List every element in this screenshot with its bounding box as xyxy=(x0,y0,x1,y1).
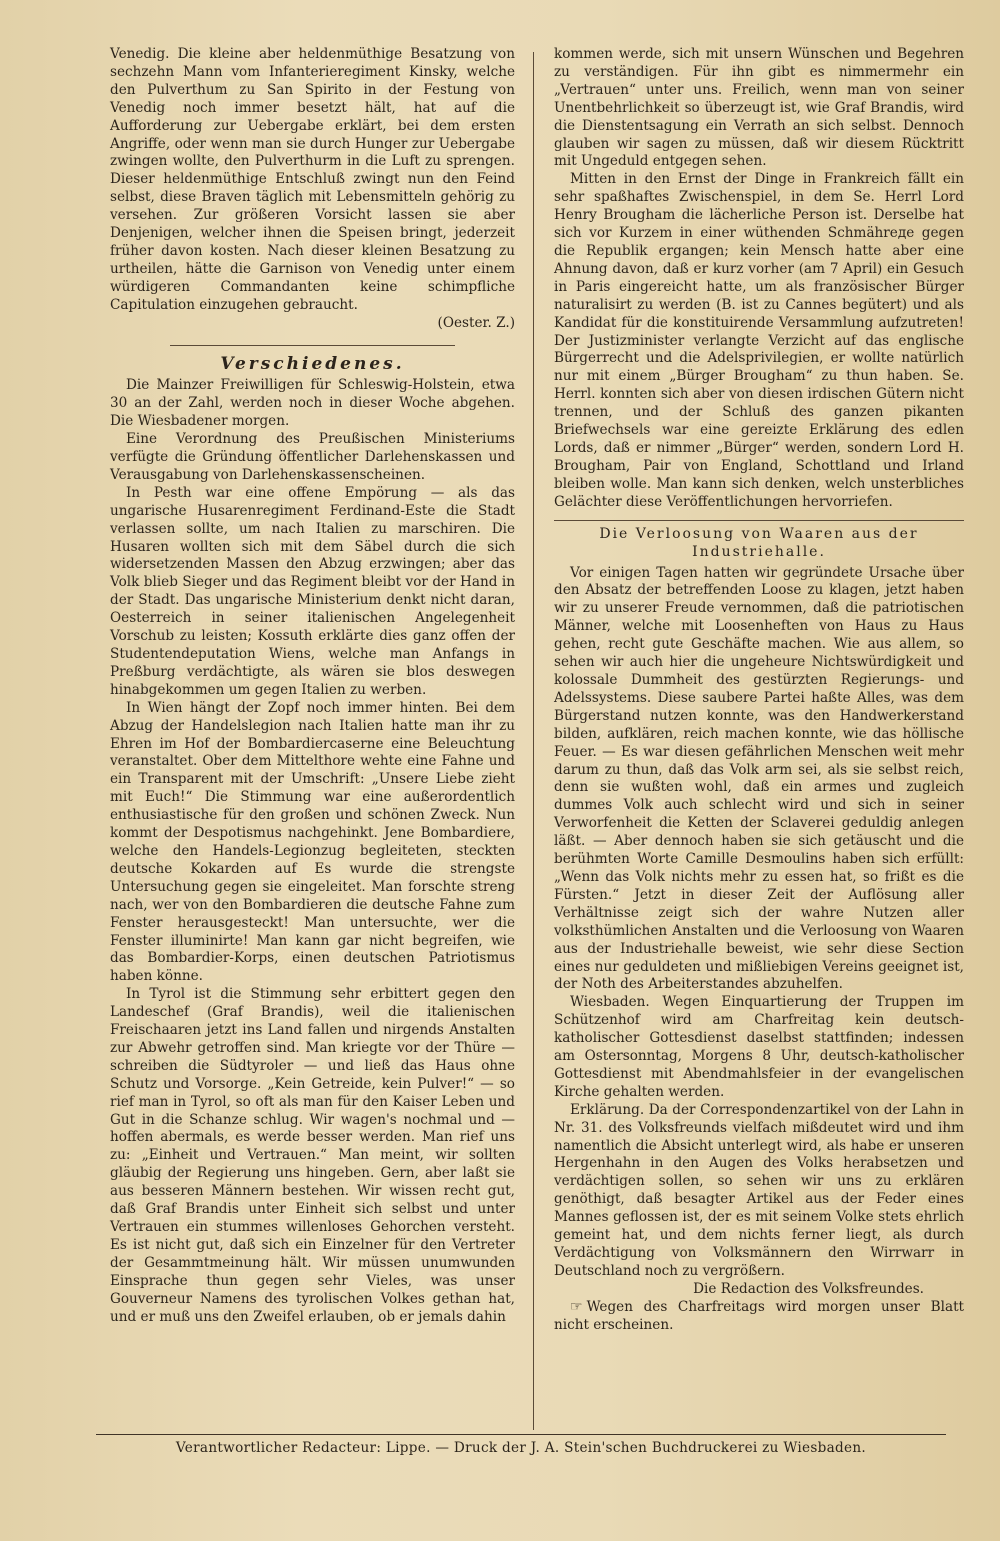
article-verloosung: Vor einigen Tagen hatten wir gegründete Ursache über den Absatz der betreffenden Loose zu klagen, jetzt haben wir zu unserer Freude vernommen, daß die patriotischen Männer, welche mit Loosenheften von Haus zu Haus gehen, recht gute Geschäfte machen. Wie aus allem, so sehen wir auch hier die ungeheure Nichtswürdigkeit und kolossale Dummheit des gestürzten Regierungs- und Adelssystems. Diese saubere Partei haßte Alles, was dem Bürgerstand nutzen konnte, was den Handwerkerstand bilden, aufklären, reich machen konnte, wie das höllische Feuer. — Es war diesen gefährlichen Menschen weit mehr darum zu thun, daß das Volk arm sei, als sie selbst reich, denn sie wußten wohl, daß ein armes und zugleich dummes Volk auch schlecht wird und sich in seiner Verworfenheit die Ketten der Sclaverei geduldig anlegen läßt. — Aber dennoch haben sie sich getäuscht und die berühmten Worte Camille Desmoulins haben sich erfüllt: „Wenn das Volk nichts mehr zu essen hat, so frißt es die Fürsten.“ Jetzt in dieser Zeit der Auflösung aller Verhältnisse zeigt sich der wahre Nutzen aller volksthümlichen Anstalten und die Verloosung von Waaren aus der Industriehalle beweist, wie sehr diese Section eines nur geduldeten und mißliebigen Vereins geeignet ist, der Noth des Arbeiterstandes abzuhelfen. xyxy=(554,564,964,993)
redaction-signature: Die Redaction des Volksfreundes. xyxy=(693,1280,924,1297)
footer-rule xyxy=(96,1434,946,1435)
notice-charfreitag xyxy=(554,1299,964,1335)
article-tyrol-continued: kommen werde, sich mit unsern Wünschen und Begehren zu verständigen. Für ihn gibt es nimmermehr ein „Vertrauen“ unter uns. Freilich, wenn man von seiner Unentbehrlichkeit so überzeugt ist, wie Graf Brandis, wird die Dienstentsagung ein Verrath an sich selbst. Dennoch glauben wir sagen zu müssen, daß wir diesem Rücktritt mit Ungeduld entgegen sehen. xyxy=(554,46,964,170)
article-tyrol: In Tyrol ist die Stimmung sehr erbittert gegen den Landeschef (Graf Brandis), weil die italienischen Freischaaren jetzt ins Land fallen und nirgends Anstalten zur Abwehr getroffen sind. Man kriegte vor der Thüre — schreiben die Südtyroler — und ließ das Haus ohne Schutz und Vorsorge. „Kein Getreide, kein Pulver!“ — so rief man in Tyrol, so oft als man für den Kaiser Leben und Gut in die Schanze schlug. Wir wagen's nochmal und — hoffen abermals, es werde besser werden. Man rief uns zu: „Einheit und Vertrauen.“ Man meint, wir sollten gläubig der Regierung uns hingeben. Gern, aber laßt sie aus besseren Männern bestehen. Wir wissen recht gut, daß Graf Brandis unter Einheit sich selbst und unter Vertrauen ein stummes willenloses Gehorchen versteht. Es ist nicht gut, daß sich ein Einzelner für den Vertreter der Gesammtmeinung hält. Wir müssen unumwunden Einsprache thun gegen sehr Vieles, was unser Gouverneur Namens des tyrolischen Volkes gethan hat, und er muß uns den Zweifel erlauben, ob er jemals dahin xyxy=(110,986,515,1325)
right-column xyxy=(554,46,964,1335)
article-venedig-source-line xyxy=(110,315,515,333)
article-divider xyxy=(554,520,964,521)
article-verordnung: Eine Verordnung des Preußischen Ministeriums verfügte die Gründung öffentlicher Darlehenskassen und Verausgabung von Darlehenskassenscheinen. xyxy=(110,431,515,483)
notice-text: Wegen des Charfreitags wird morgen unser Blatt nicht erscheinen. xyxy=(554,1298,964,1333)
section-divider xyxy=(170,345,455,346)
left-column xyxy=(110,46,515,1326)
imprint-line: Verantwortlicher Redacteur: Lippe. — Druck der J. A. Stein'schen Buchdruckerei zu Wiesbaden. xyxy=(175,1440,867,1456)
section-heading-verschiedenes: Verschiedenes. xyxy=(220,353,405,374)
article-wien: In Wien hängt der Zopf noch immer hinten. Bei dem Abzug der Handelslegion nach Italien hatte man ihr zu Ehren im Hof der Bombardiercaserne eine Beleuchtung veranstaltet. Ober dem Mittelthore wehte eine Fahne und ein Transparent mit der Umschrift: „Unsere Liebe zieht mit Euch!“ Die Stimmung war eine außerordentlich enthusiastische für den großen und schönen Zweck. Nun kommt der Despotismus nachgehinkt. Jene Bombardiere, welche den Handels-Legionzug begleiteten, steckten deutsche Kokarden auf Es wurde die strengste Untersuchung gegen sie eingeleitet. Man forschte streng nach, wer von den Bombardieren die deutsche Fahne zum Fenster herausgesteckt! Man untersuchte, wer die Fenster illuminirte! Man kann gar nicht begreifen, wie das Bombardier-Korps, einen deutschen Patriotismus haben könne. xyxy=(110,699,515,985)
source-citation: (Oester. Z.) xyxy=(437,314,515,331)
article-pesth: In Pesth war eine offene Empörung — als das ungarische Husarenregiment Ferdinand-Este die Stadt verlassen sollte, um nach Italien zu marschiren. Die Husaren wollten sich mit dem Säbel durch die sich widersetzenden Massen den Abzug erzwingen; aber das Volk blieb Sieger und das Regiment bleibt vor der Hand in der Stadt. Das ungarische Ministerium denkt nicht daran, Oesterreich in seiner italienischen Angelegenheit Vorschub zu leisten; Kossuth erklärte dies ganz offen der Studentendeputation Wiens, welche man Anfangs in Preßburg verdächtigte, als wären sie blos deswegen hinabgekommen um gegen Italien zu werben. xyxy=(110,484,515,698)
article-mainz: Die Mainzer Freiwilligen für Schleswig-Holstein, etwa 30 an der Zahl, werden noch in dieser Woche abgehen. Die Wiesbadener morgen. xyxy=(110,377,515,430)
article-wiesbaden: Wiesbaden. Wegen Einquartierung der Truppen im Schützenhof wird am Charfreitag kein deutsch-katholischer Gottesdienst daselbst stattfinden; indessen am Ostersonntag, Morgens 8 Uhr, deutsch-katholischer Gottesdienst mit Abendmahlsfeier in der evangelischen Kirche gehalten werden. xyxy=(554,994,964,1100)
column-rule xyxy=(533,52,534,1430)
pointing-hand-icon: ☞ xyxy=(570,1298,583,1315)
article-erklaerung: Erklärung. Da der Correspondenzartikel von der Lahn in Nr. 31. des Volksfreunds vielfach mißdeutet wird und ihm namentlich die Absicht unterlegt wird, als habe er unseren Hergenhahn in den Augen des Volks herabsetzen und verdächtigen sollen, so sehen wir uns zu erklären genöthigt, daß besagter Artikel aus der Feder eines Mannes geflossen ist, der es mit seinem Volke stets ehrlich gemeint hat, und dem nichts ferner liegt, als durch Verdächtigung von Volksmännern den Wirrwarr in Deutschland noch zu vergrößern. xyxy=(554,1101,964,1279)
article-frankreich: Mitten in den Ernst der Dinge in Frankreich fällt ein sehr spaßhaftes Zwischenspiel, in dem Se. Herrl Lord Henry Brougham die lächerliche Person ist. Derselbe hat sich vor Kurzem in einer wüthenden Schmähreде gegen die Republik ergangen; kein Mensch hatte aber eine Ahnung davon, daß er kurz vorher (am 7 April) ein Gesuch in Paris eingereicht hatte, um als französischer Bürger naturalisirt zu werden (B. ist zu Cannes begütert) und als Kandidat für die konstituirende Versammlung aufzutreten! Der Justizminister verlangte Verzicht auf das englische Bürgerrecht und die Adelsprivilegien, er wollte natürlich nur mit einem „Bürger Brougham“ zu thun haben. Se. Herrl. konnten sich aber von diesen irdischen Gütern nicht trennen, und der Schluß des ganzen pikanten Briefwechsels war eine gereizte Erklärung des edlen Lords, daß er nimmer „Bürger“ werden, sondern Lord H. Brougham, Pair von England, Schottland und Irland bleiben wolle. Man kann sich denken, welch unsterbliches Gelächter diese Veröffentlichungen hervorriefen. xyxy=(554,171,964,510)
article-venedig: Venedig. Die kleine aber heldenmüthige Besatzung von sechzehn Mann vom Infanterieregiment Kinsky, welche den Pulverthum zu San Spirito in der Festung von Venedig noch immer besetzt hält, hat auf die Aufforderung zur Uebergabe erklärt, bei dem ersten Angriffe, oder wenn man sie durch Hunger zur Uebergabe zwingen wollte, den Pulverthurm in die Luft zu sprengen. Dieser heldenmüthige Entschluß zwingt nun den Feind selbst, diese Braven täglich mit Lebensmitteln gehörig zu versehen. Zur größeren Vorsicht lassen sie aber Denjenigen, welcher ihnen die Speisen bringt, jederzeit früher davon kosten. Nach dieser kleinen Besatzung zu urtheilen, hätte die Garnison von Venedig unter einem würdigeren Commandanten keine schimpfliche Capitulation einzugehen gebraucht. xyxy=(110,46,515,313)
section-heading-verloosung: Die Verloosung von Waaren aus der Industriehalle. xyxy=(599,525,919,560)
